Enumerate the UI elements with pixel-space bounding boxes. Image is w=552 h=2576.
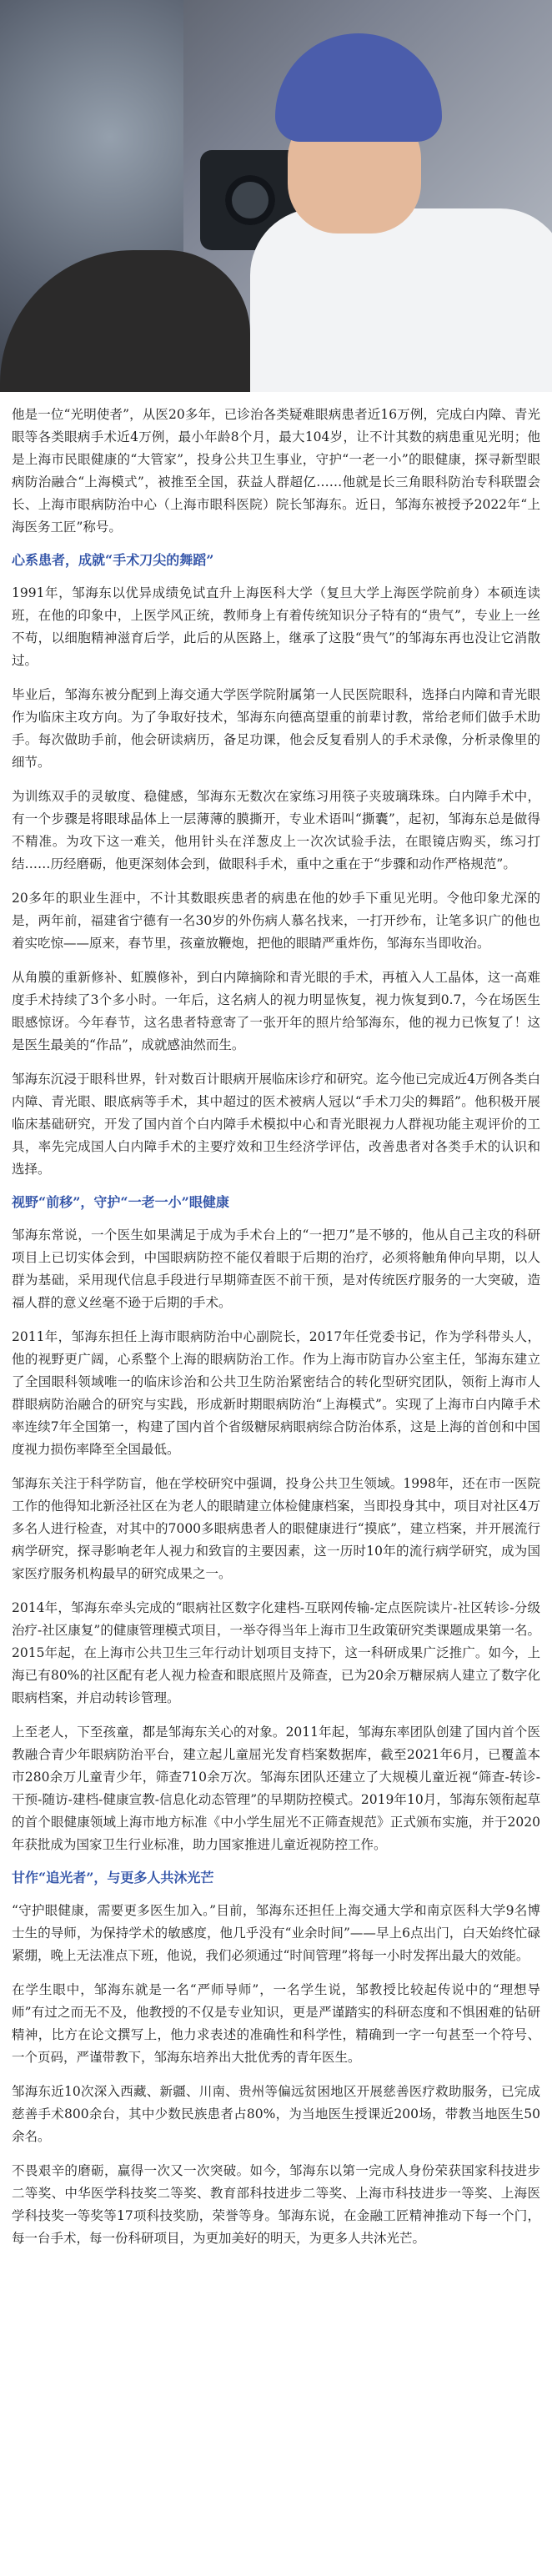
article-paragraph-4: 为训练双手的灵敏度、稳健感，邹海东无数次在家练习用筷子夹玻璃珠珠。白内障手术中，有一个步骤是将眼球晶体上一层薄薄的膜撕开，专业术语叫“撕囊”，起初，邹海东总是做得不精准。为攻下这一难关，他用针头在洋葱皮上一次次试验手法，在眼镜店购买，练习打结……历经磨砺，他更深刻体会到，做眼科手术，重中之重在于“步骤和动作严格规范”。 [12, 789, 540, 871]
article-paragraph-8: 邹海东常说，一个医生如果满足于成为手术台上的“一把刀”是不够的，他从自己主攻的科研项目上已切实体会到，中国眼病防控不能仅着眼于后期的治疗，必须将触角伸向早期，以人群为基础，采用现代信息手段进行早期筛查医不前干预，是对传统医疗服务的一大突破，造福人群的意义丝毫不逊于后期的手术。 [12, 1228, 540, 1310]
section-heading-1: 心系患者，成就“手术刀尖的舞蹈” [12, 552, 214, 568]
article-paragraph-14: 在学生眼中，邹海东就是一名“严师导师”，一名学生说，邹教授比较起传说中的“理想导师”有过之而无不及，他教授的不仅是专业知识，更是严谨踏实的科研态度和不惧困难的钻研精神，比方在论文撰写上，他力求表述的准确性和科学性，精确到一字一句甚至一个符号、一个页码，严谨带教下，邹海东培养出大批优秀的青年医生。 [12, 1982, 540, 2065]
slit-lamp-lens [225, 175, 275, 225]
section-heading-2: 视野“前移”，守护“一老一小”眼健康 [12, 1194, 229, 1210]
article-paragraph-10: 邹海东关注于科学防盲，他在学校研究中强调，投身公共卫生领域。1998年，还在市一医院工作的他得知北新泾社区在为老人的眼睛建立体检健康档案，当即投身其中，项目对社区4万多名人进行检查，对其中的7000多眼病患者人的眼健康进行“摸底”，建立档案，并开展流行病学研究，探寻影响老年人视力和致盲的主要因素，这一历时10年的流行病学研究，成为国家医疗服务机构最早的研究成果之一。 [12, 1476, 540, 1581]
article-paragraph-12: 上至老人，下至孩童，都是邹海东关心的对象。2011年起，邹海东率团队创建了国内首个医教融合青少年眼病防治平台，建立起儿童屈光发育档案数据库，截至2021年6月，已覆盖本市280余万儿童青少年，筛查710余万次。邹海东团队还建立了大规模儿童近视“筛查-转诊-干预-随访-建档-健康宣教-信息化动态管理”的早期防控模式。2019年10月，邹海东领衔起草的首个眼健康领域上海市地方标准《中小学生屈光不正筛查规范》正式颁布实施，并于2020年获批成为国家卫生行业标准，助力国家推进儿童近视防控工作。 [12, 1725, 540, 1852]
article-paragraph-16: 不畏艰辛的磨砺，赢得一次又一次突破。如今，邹海东以第一完成人身份荣获国家科技进步二等奖、中华医学科技奖二等奖、教育部科技进步二等奖、上海市科技进步一等奖、上海医学科技奖一等奖等17项科技奖励，荣誉等身。邹海东说，在金融工匠精神推动下每一个门，每一台手术，每一份科研项目，为更加美好的明天，为更多人共沐光芒。 [12, 2163, 540, 2246]
article-paragraph-7: 邹海东沉浸于眼科世界，针对数百计眼病开展临床诊疗和研究。迄今他已完成近4万例各类白内障、青光眼、眼底病等手术，其中超过的医术被病人冠以“手术刀尖的舞蹈”。他积极开展临床基础研究，开发了国内首个白内障手术模拟中心和青光眼视力人群视功能主观评价的工具，率先完成国人白内障手术的主要疗效和卫生经济学评估，改善患者对各类手术的认识和选择。 [12, 1072, 540, 1177]
section-heading-3: 甘作“追光者”，与更多人共沐光芒 [12, 1870, 214, 1886]
hero-photo [0, 0, 552, 392]
article-paragraph-2: 1991年，邹海东以优异成绩免试直升上海医科大学（复旦大学上海医学院前身）本硕连读班，在他的印象中，上医学风正统，教师身上有着传统知识分子特有的“贵气”，专业上一丝不苟，以细胞精神滋育后学，此后的从医路上，继承了这股“贵气”的邹海东再也没让它消散过。 [12, 585, 540, 668]
article-paragraph-6: 从角膜的重新修补、虹膜修补，到白内障摘除和青光眼的手术，再植入人工晶体，这一高难度手术持续了3个多小时。一年后，这名病人的视力明显恢复，视力恢复到0.7，今在场医生眼感惊讶。今年春节，这名患者特意寄了一张开年的照片给邹海东，他的视力已恢复了！这是医生最美的“作品”，成就感油然而生。 [12, 970, 540, 1052]
article-paragraph-9: 2011年，邹海东担任上海市眼病防治中心副院长，2017年任党委书记，作为学科带头人，他的视野更广阔，心系整个上海的眼病防治工作。作为上海市防盲办公室主任，邹海东建立了全国眼科领域唯一的临床诊治和公共卫生防治紧密结合的转化型研究团队，领衔上海市人群眼病防治融合的研究与实践，形成新时期眼病防治“上海模式”。实现了上海市白内障手术率连续7年全国第一，构建了国内首个省级糖尿病眼病综合防治体系，这是上海的首创和中国度视力损伤率降至全国最低。 [12, 1329, 540, 1457]
article-paragraph-11: 2014年，邹海东牵头完成的“眼病社区数字化建档-互联网传输-定点医院读片-社区转诊-分级治疗-社区康复”的健康管理模式项目，一举夺得当年上海市卫生政策研究类课题成果第一名。2015年起，在上海市公共卫生三年行动计划项目支持下，这一科研成果广泛推广。如今，上海已有80%的社区配有老人视力检查和眼底照片及筛查，已为20余万糖尿病人建立了数字化眼病档案，并启动转诊管理。 [12, 1600, 540, 1705]
article-paragraph-15: 邹海东近10次深入西藏、新疆、川南、贵州等偏远贫困地区开展慈善医疗救助服务，已完成慈善手术800余台，其中少数民族患者占80%，为当地医生授课近200场，带教当地医生50余名。 [12, 2084, 540, 2144]
article-paragraph-5: 20多年的职业生涯中，不计其数眼疾患者的病患在他的妙手下重见光明。令他印象尤深的是，两年前，福建省宁德有一名30岁的外伤病人慕名找来，一打开纱布，让笔多识广的他也着实吃惊——原来，春节里，孩童放鞭炮，把他的眼睛严重炸伤，邹海东当即收治。 [12, 891, 540, 951]
doctor-cap [275, 33, 442, 142]
doctor-coat [250, 208, 552, 392]
article-paragraph-13: “守护眼健康，需要更多医生加入。”目前，邹海东还担任上海交通大学和南京医科大学9名博士生的导师，为保持学术的敏感度，他几乎没有“业余时间”——早上6点出门，白天始终忙碌紧绷，晚上无法准点下班，他说，我们必须通过“时间管理”将每一小时发挥出最大的效能。 [12, 1903, 540, 1963]
article-paragraph-3: 毕业后，邹海东被分配到上海交通大学医学院附属第一人民医院眼科，选择白内障和青光眼作为临床主攻方向。为了争取好技术，邹海东向德高望重的前辈讨教，常给老师们做手术助手。每次做助手前，他会研读病历，备足功课，他会反复看别人的手术录像，分析录像里的细节。 [12, 687, 540, 770]
article-body [0, 404, 552, 2250]
article-paragraph-1: 他是一位“光明使者”，从医20多年，已诊治各类疑难眼病患者近16万例，完成白内障、青光眼等各类眼病手术近4万例，最小年龄8个月，最大104岁，让不计其数的病患重见光明；他是上海市民眼健康的“大管家”，投身公共卫生事业，守护“一老一小”的眼健康，探寻新型眼病防治融合“上海模式”，被推至全国，获益人群超亿……他就是长三角眼科防治专科联盟会长、上海市眼病防治中心（上海市眼科医院）院长邹海东。近日，邹海东被授予2022年“上海医务工匠”称号。 [12, 407, 540, 535]
